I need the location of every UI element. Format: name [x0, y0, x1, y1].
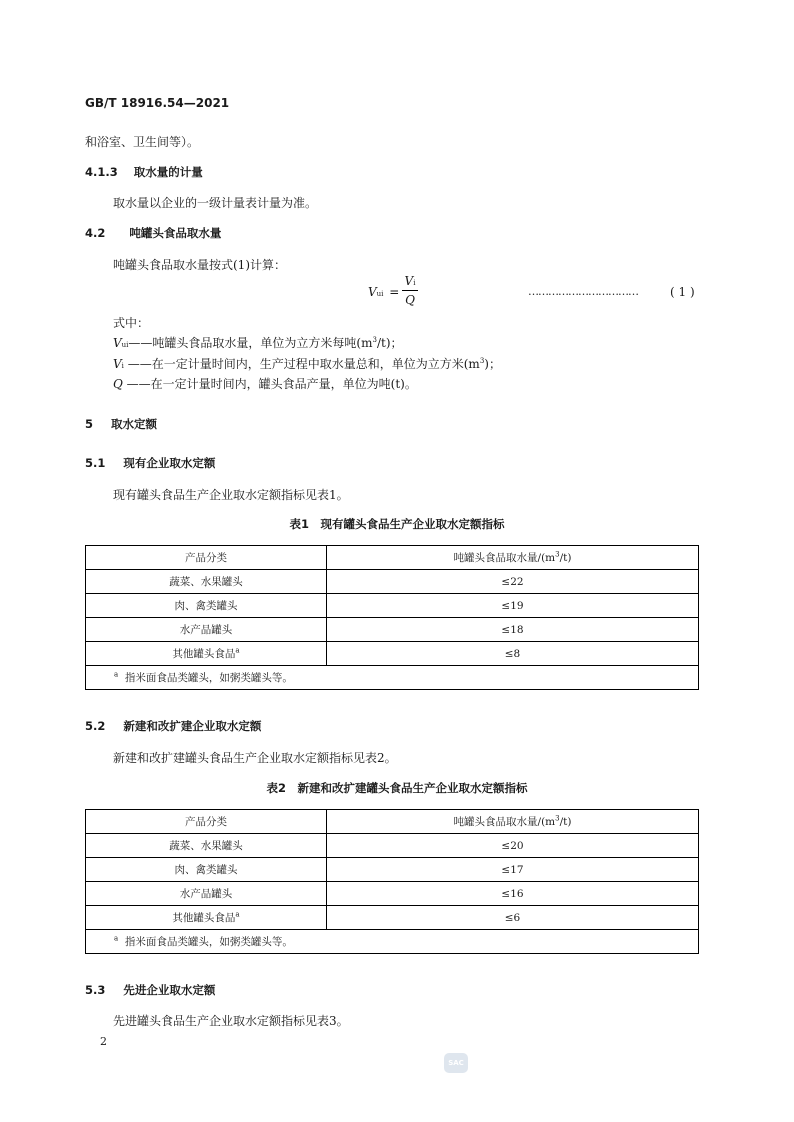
section-5-1-heading	[85, 455, 215, 471]
where-label: 式中：	[113, 316, 150, 330]
category-cell: 肉、禽类罐头	[86, 594, 327, 618]
value-cell: ≤20	[327, 834, 699, 858]
value-cell: ≤8	[327, 642, 699, 666]
section-4-1-3-body: 取水量以企业的一级计量表计量为准。	[113, 196, 318, 210]
table-note-row	[86, 666, 699, 690]
section-title: 吨罐头食品取水量	[129, 226, 222, 240]
section-5-2-heading	[85, 718, 261, 734]
value-cell: ≤6	[327, 906, 699, 930]
formula-intro: 吨罐头食品取水量按式(1)计算：	[113, 258, 286, 272]
column-header-category: 产品分类	[86, 810, 327, 834]
section-number: 5.2	[85, 719, 106, 733]
section-5-2-body: 新建和改扩建罐头食品生产企业取水定额指标见表2。	[113, 751, 397, 765]
table-row	[86, 906, 699, 930]
section-number: 4.1.3	[85, 165, 118, 179]
section-4-1-3-heading	[85, 164, 203, 180]
value-cell: ≤16	[327, 882, 699, 906]
table-note-row	[86, 930, 699, 954]
standard-code: GB/T 18916.54—2021	[85, 96, 230, 110]
category-cell: 蔬菜、水果罐头	[86, 834, 327, 858]
formula-leader-dots: ……………………………	[528, 285, 638, 298]
section-number: 5.1	[85, 456, 106, 470]
sac-logo-icon: SAC	[444, 1053, 468, 1073]
definition-vui: Vui——吨罐头食品取水量，单位为立方米每吨$(m^3/t)$；	[113, 336, 403, 350]
column-header-water-intake: 吨罐头食品取水量$/(m^3/t)$	[327, 810, 699, 834]
table-2	[85, 809, 699, 954]
category-cell: 蔬菜、水果罐头	[86, 570, 327, 594]
table-row	[86, 834, 699, 858]
category-cell: 水产品罐头	[86, 618, 327, 642]
value-cell: ≤22	[327, 570, 699, 594]
definition-q: Q ——在一定计量时间内，罐头食品产量，单位为吨(t)。	[113, 377, 417, 391]
category-cell: 水产品罐头	[86, 882, 327, 906]
section-title: 取水量的计量	[133, 165, 203, 179]
section-number: 5	[85, 417, 94, 431]
section-5-3-body: 先进罐头食品生产企业取水定额指标见表3。	[113, 1014, 349, 1028]
section-number: 5.3	[85, 983, 106, 997]
section-title: 新建和改扩建企业取水定额	[123, 719, 262, 733]
table-row	[86, 570, 699, 594]
definition-vi: Vi ——在一定计量时间内，生产过程中取水量总和，单位为立方米$(m^3)$；	[113, 357, 501, 371]
category-cell: 其他罐头食品$^a$	[86, 906, 327, 930]
section-title: 先进企业取水定额	[123, 983, 216, 997]
formula-fraction: Vi Q	[402, 274, 418, 307]
section-title: 现有企业取水定额	[123, 456, 216, 470]
table-row	[86, 642, 699, 666]
table-1	[85, 545, 699, 690]
table-row	[86, 882, 699, 906]
table-note: $^a$ 指米面食品类罐头，如粥类罐头等。	[86, 930, 699, 954]
value-cell: ≤19	[327, 594, 699, 618]
category-cell: 肉、禽类罐头	[86, 858, 327, 882]
formula-lhs: Vui =	[368, 285, 400, 299]
table-2-caption: 表2 新建和改扩建罐头食品生产企业取水定额指标	[266, 781, 528, 795]
section-4-2-heading	[85, 225, 221, 241]
table-1-caption: 表1 现有罐头食品生产企业取水定额指标	[289, 517, 505, 531]
table-header-row	[86, 810, 699, 834]
value-cell: ≤17	[327, 858, 699, 882]
table-row	[86, 858, 699, 882]
section-number: 4.2	[85, 226, 106, 240]
section-5-3-heading	[85, 982, 215, 998]
table-header-row	[86, 546, 699, 570]
section-5-heading	[85, 416, 157, 432]
table-note: $^a$ 指米面食品类罐头，如粥类罐头等。	[86, 666, 699, 690]
table-row	[86, 618, 699, 642]
formula-equation-number: ( 1 )	[670, 285, 695, 299]
table-row	[86, 594, 699, 618]
page-number: 2	[100, 1035, 107, 1048]
category-cell: 其他罐头食品$^a$	[86, 642, 327, 666]
value-cell: ≤18	[327, 618, 699, 642]
column-header-category: 产品分类	[86, 546, 327, 570]
continuation-text: 和浴室、卫生间等）。	[85, 135, 200, 149]
section-title: 取水定额	[111, 417, 158, 431]
section-5-1-body: 现有罐头食品生产企业取水定额指标见表1。	[113, 488, 349, 502]
column-header-water-intake: 吨罐头食品取水量$/(m^3/t)$	[327, 546, 699, 570]
